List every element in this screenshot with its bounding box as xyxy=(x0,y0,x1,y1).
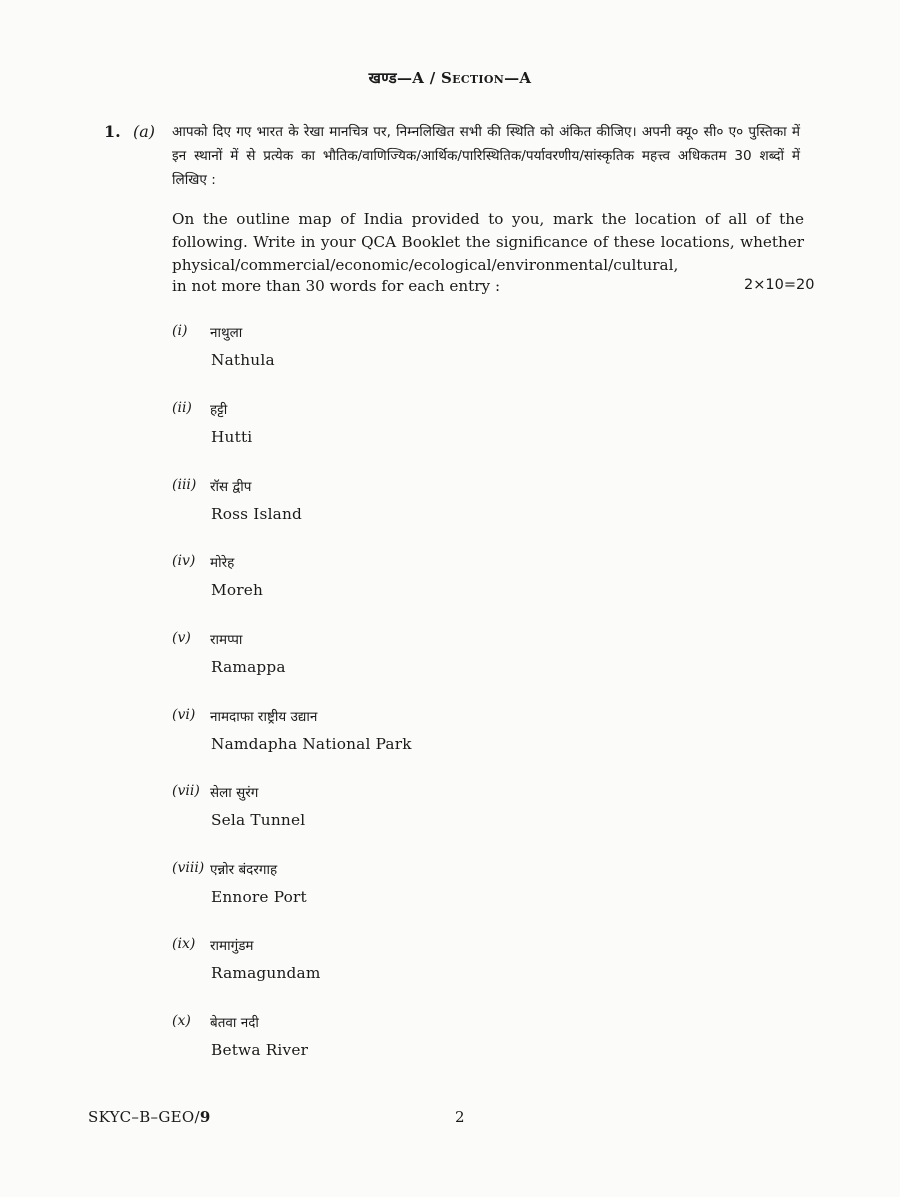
item-number: (v) xyxy=(172,630,191,646)
item-number: (vii) xyxy=(172,783,200,799)
marks-allocation: 2×10=20 xyxy=(744,277,815,293)
item-hindi: नामदाफा राष्ट्रीय उद्यान xyxy=(210,709,318,725)
question-number: 1. xyxy=(104,122,121,141)
item-hindi: रामप्पा xyxy=(210,632,243,648)
item-number: (iv) xyxy=(172,553,196,569)
paper-code: SKYC–B–GEO/9 xyxy=(88,1108,211,1126)
item-hindi: रॉस द्वीप xyxy=(210,479,252,495)
question-text-english: On the outline map of India provided to you, mark the location of all of the following. Write in your QCA Booklet the significance of these locations, whether physical/commercial/economic/ecological/environmental/cultural, xyxy=(172,210,804,274)
item-hindi: बेतवा नदी xyxy=(210,1015,259,1031)
item-english: Ross Island xyxy=(211,505,303,523)
item-hindi: एन्नोर बंदरगाह xyxy=(210,862,278,878)
section-heading: खण्ड—A / Section—A xyxy=(368,69,532,87)
item-english: Hutti xyxy=(211,428,253,446)
item-english: Moreh xyxy=(211,581,264,599)
item-english: Ramagundam xyxy=(211,964,321,982)
item-hindi: सेला सुरंग xyxy=(210,785,259,801)
item-number: (i) xyxy=(172,323,188,339)
item-number: (viii) xyxy=(172,860,205,876)
item-english: Namdapha National Park xyxy=(211,735,412,753)
item-number: (ix) xyxy=(172,936,196,952)
item-number: (iii) xyxy=(172,477,197,493)
item-english: Nathula xyxy=(211,351,275,369)
item-number: (x) xyxy=(172,1013,191,1029)
question-part: (a) xyxy=(133,122,156,141)
item-number: (vi) xyxy=(172,707,196,723)
item-hindi: नाथुला xyxy=(210,325,243,341)
item-english: Ramappa xyxy=(211,658,286,676)
page-number: 2 xyxy=(455,1108,465,1126)
item-english: Betwa River xyxy=(211,1041,309,1059)
question-text-english-last-line: in not more than 30 words for each entry : xyxy=(172,277,501,295)
item-hindi: हट्टी xyxy=(210,402,228,418)
question-text-hindi: आपको दिए गए भारत के रेखा मानचित्र पर, निम्नलिखित सभी की स्थिति को अंकित कीजिए। अपनी क्यू० सी० ए० पुस्तिका में इन स्थानों में से प्रत्येक का भौतिक/वाणिज्यिक/आर्थिक/पारिस्थितिक/पर्यावरणीय/सांस्कृतिक महत्त्व अधिकतम 30 शब्दों में लिखिए : xyxy=(172,124,800,188)
item-number: (ii) xyxy=(172,400,192,416)
item-english: Ennore Port xyxy=(211,888,307,906)
item-english: Sela Tunnel xyxy=(211,811,306,829)
item-hindi: रामागुंडम xyxy=(210,938,254,954)
item-hindi: मोरेह xyxy=(210,555,235,571)
